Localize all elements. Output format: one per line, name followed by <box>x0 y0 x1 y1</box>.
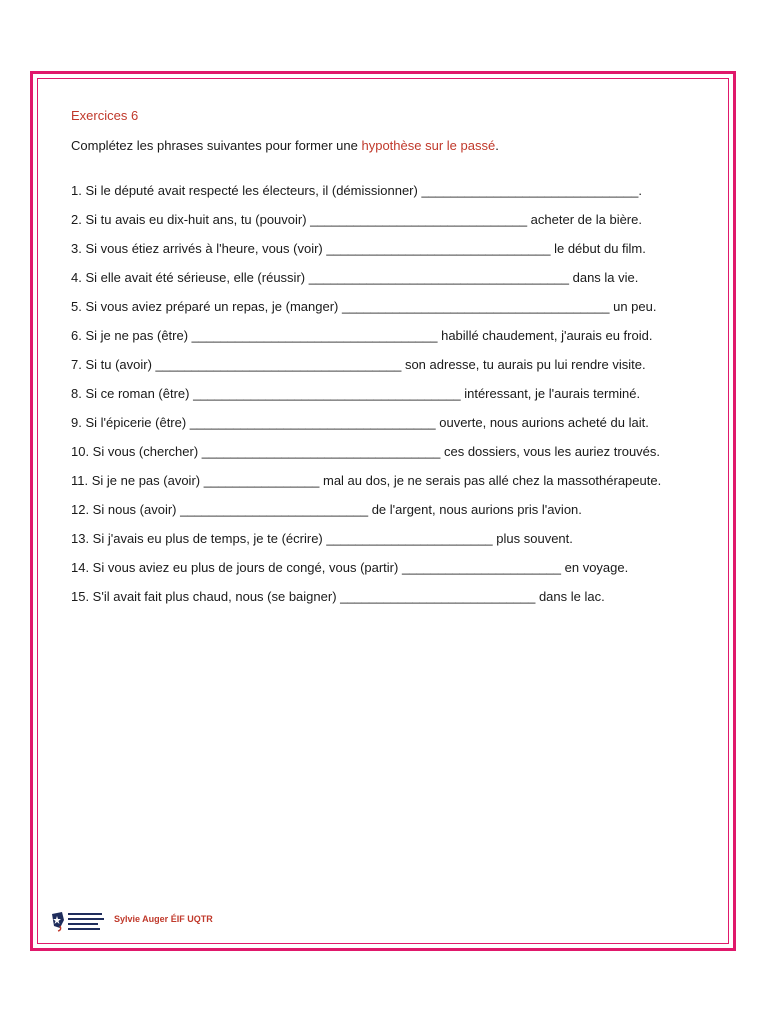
exercise-item: 4. Si elle avait été sérieuse, elle (réussir) ____________________________________ dans la vie. <box>71 270 639 285</box>
exercise-instruction <box>71 138 499 153</box>
exercise-item: 13. Si j'avais eu plus de temps, je te (écrire) _______________________ plus souvent. <box>71 531 573 546</box>
exercise-item: 7. Si tu (avoir) __________________________________ son adresse, tu aurais pu lui rendre visite. <box>71 357 646 372</box>
exercise-item: 15. S'il avait fait plus chaud, nous (se baigner) ___________________________ dans le lac. <box>71 589 605 604</box>
exercise-list <box>71 182 661 617</box>
logo-text-line <box>68 928 100 930</box>
exercise-item: 10. Si vous (chercher) _________________________________ ces dossiers, vous les auriez trouvés. <box>71 444 661 459</box>
exercise-item: 12. Si nous (avoir) __________________________ de l'argent, nous aurions pris l'avion. <box>71 502 582 517</box>
exercise-item: 14. Si vous aviez eu plus de jours de congé, vous (partir) ______________________ en voyage. <box>71 560 629 575</box>
instruction-text: Complétez les phrases suivantes pour former une <box>71 138 362 153</box>
logo-text-line <box>68 913 102 915</box>
exercise-item: 9. Si l'épicerie (être) __________________________________ ouverte, nous aurions acheté du lait. <box>71 415 649 430</box>
exercise-item: 6. Si je ne pas (être) __________________________________ habillé chaudement, j'aurais eu froid. <box>71 328 653 343</box>
exercise-item: 5. Si vous aviez préparé un repas, je (manger) _____________________________________ un peu. <box>71 299 657 314</box>
exercise-item: 8. Si ce roman (être) _____________________________________ intéressant, je l'aurais terminé. <box>71 386 641 401</box>
logo-text-line <box>68 918 104 920</box>
logo-text-line <box>68 923 98 925</box>
exercise-item: 3. Si vous étiez arrivés à l'heure, vous (voir) _______________________________ le début du film. <box>71 241 646 256</box>
instruction-highlight: hypothèse sur le passé <box>361 138 496 153</box>
exercise-item: 1. Si le député avait respecté les électeurs, il (démissionner) ______________________________. <box>71 183 642 198</box>
exercise-title: Exercices 6 <box>71 108 139 123</box>
exercise-item: 2. Si tu avais eu dix-huit ans, tu (pouvoir) ______________________________ acheter de la bière. <box>71 212 642 227</box>
instruction-end: . <box>495 138 499 153</box>
footer-author: Sylvie Auger ÉIF UQTR <box>114 914 213 924</box>
school-logo <box>50 910 106 932</box>
exercise-item: 11. Si je ne pas (avoir) ________________ mal au dos, je ne serais pas allé chez la massothérapeute. <box>71 473 662 488</box>
